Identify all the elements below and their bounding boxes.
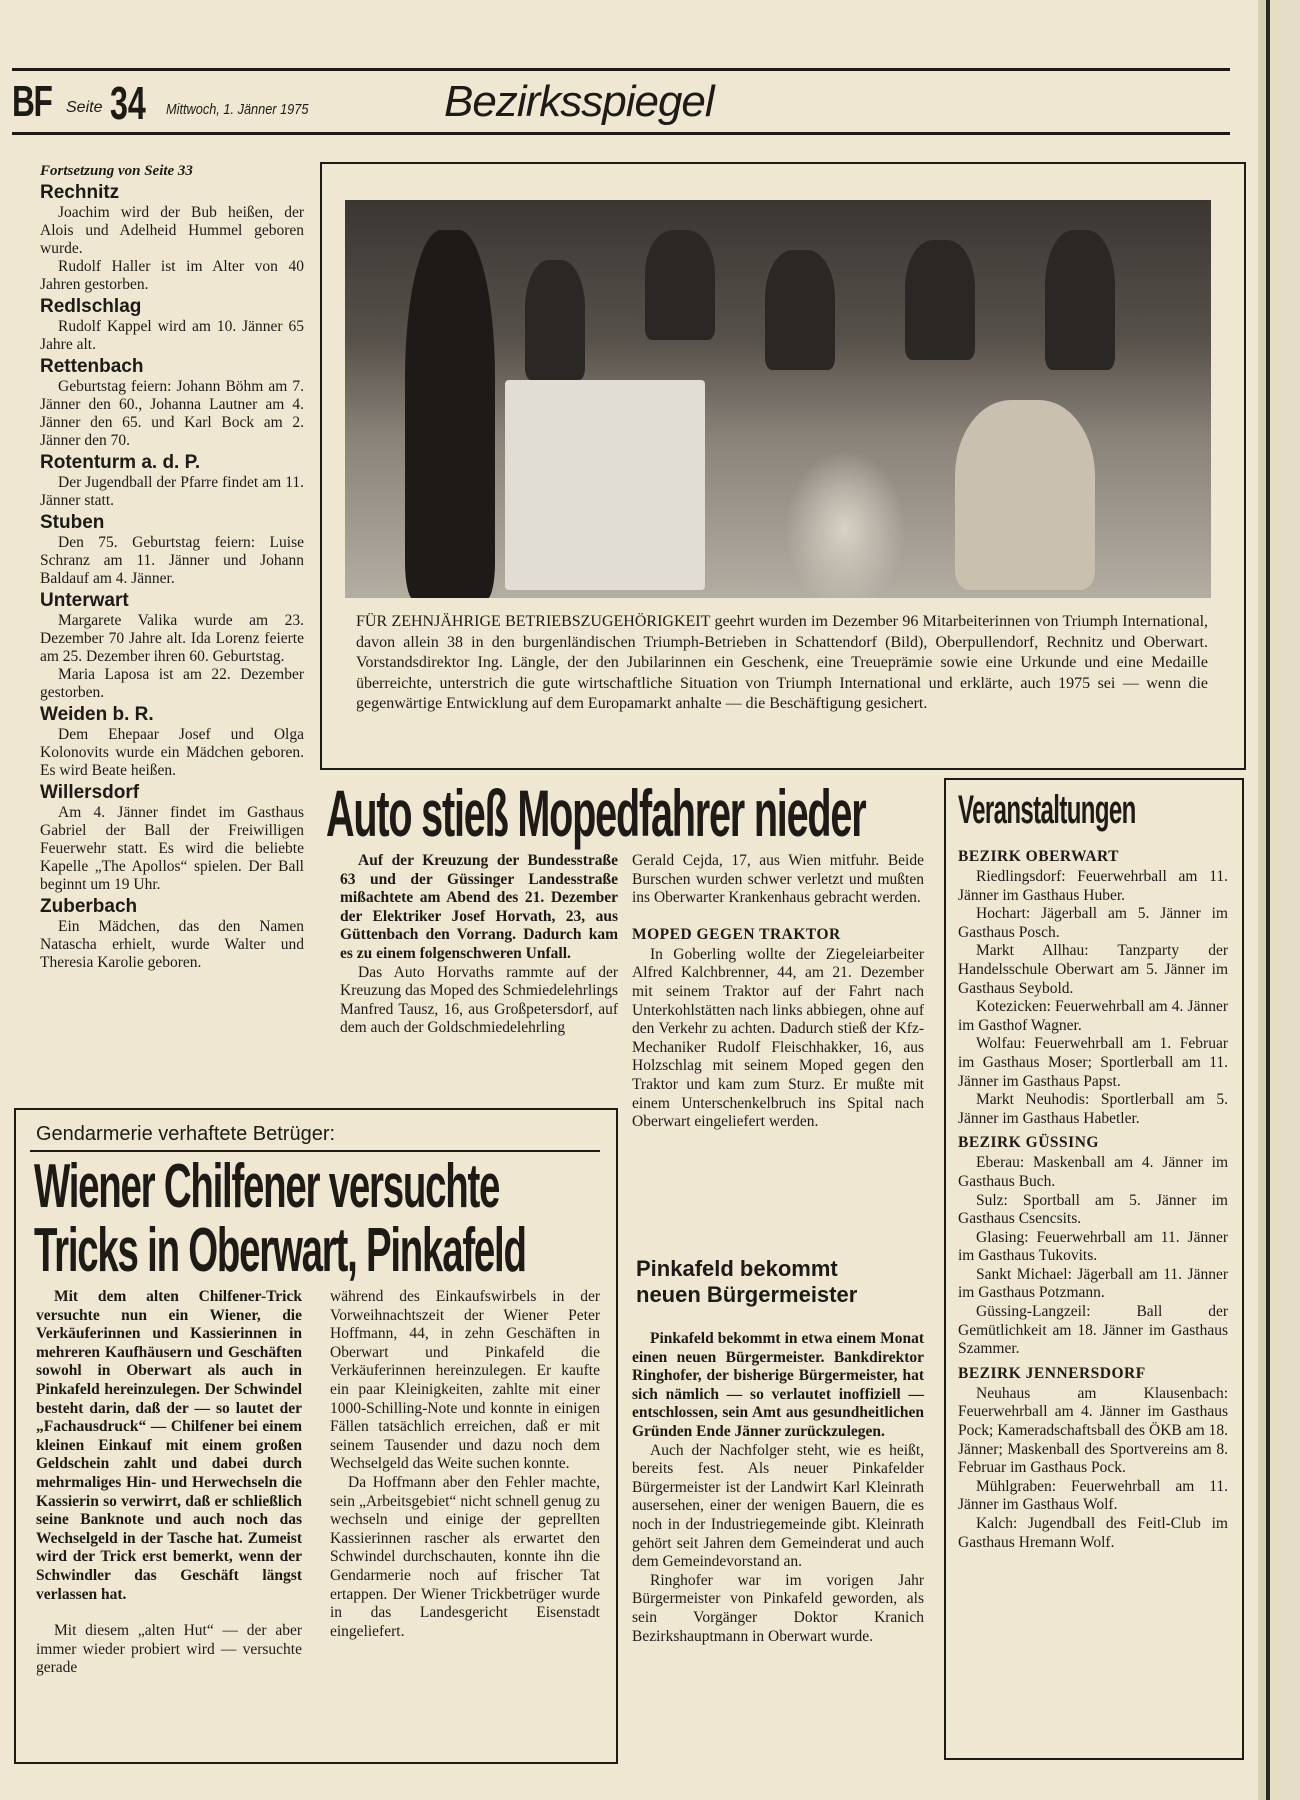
events-title: Veranstaltungen xyxy=(958,788,1136,832)
paragraph: Kalch: Jugendball des Feitl-Club im Gasthaus Hremann Wolf. xyxy=(958,1515,1228,1551)
paragraph: Auf der Kreuzung der Bundesstraße 63 und der Güssinger Landesstraße mißachtete am Abend des 21. Dezember der Elektriker Josef Horvath, 23, aus Güttenbach den Vorrang. Dadurch kam es zu einem folgenschweren Unfall. xyxy=(340,852,618,962)
page-number: 34 xyxy=(110,77,146,129)
section-title: Bezirksspiegel xyxy=(444,77,714,126)
place-heading: Stuben xyxy=(40,512,105,533)
paragraph: In Goberling wollte der Ziegeleiarbeiter Alfred Kalchbrenner, 44, am 21. Dezember mit seinem Traktor auf der Fahrt nach Unterkohlstätten nach links abbiegen, ohne auf den Verkehr zu achten. Dadurch stieß der Kfz-Mechaniker Rudolf Fleischhakker, 16, aus Holzschlag mit seinem Moped gegen den Traktor und kam zum Sturz. Er mußte mit einem Unterschenkelbruch ins Spital nach Oberwart eingeliefert werden. xyxy=(632,945,924,1131)
page-label: Seite xyxy=(66,99,103,116)
paragraph: Rudolf Haller ist im Alter von 40 Jahren gestorben. xyxy=(40,258,304,293)
header-bottom-rule xyxy=(12,132,1230,135)
paragraph: Am 4. Jänner findet im Gasthaus Gabriel der Ball der Freiwilligen Feuerwehr statt. Es wird die beliebte Kapelle „The Apollos“ spielen. Der Ball beginnt um 19 Uhr. xyxy=(40,804,304,893)
place-heading: Zuberbach xyxy=(40,896,138,917)
paragraph: Joachim wird der Bub heißen, der Alois und Adelheid Hummel geboren wurde. xyxy=(40,204,304,257)
issue-date: Mittwoch, 1. Jänner 1975 xyxy=(166,101,309,118)
auto-article-column-2 xyxy=(632,852,924,1132)
paragraph: Den 75. Geburtstag feiern: Luise Schranz am 11. Jänner und Johann Baldauf am 4. Jänner. xyxy=(40,534,304,587)
place-heading: Weiden b. R. xyxy=(40,704,154,725)
pinkafeld-article-body xyxy=(632,1330,924,1646)
place-heading: Rechnitz xyxy=(40,182,120,203)
place-heading: Unterwart xyxy=(40,590,129,611)
local-news-column xyxy=(40,162,304,972)
paragraph: Ringhofer war im vorigen Jahr Bürgermeister von Pinkafeld geworden, als sein Vorgänger Doktor Kranich Bezirkshauptmann in Oberwart wurde. xyxy=(632,1571,924,1645)
paragraph: Kotezicken: Feuerwehrball am 4. Jänner im Gasthof Wagner. xyxy=(958,998,1228,1034)
photo-award-ceremony xyxy=(345,200,1211,598)
place-heading: Willersdorf xyxy=(40,782,140,803)
paragraph: Mit diesem „alten Hut“ — der aber immer wieder probiert wird — versuchte gerade xyxy=(36,1622,302,1677)
paragraph: Ein Mädchen, das den Namen Natascha erhielt, wurde Walter und Theresia Karolie geboren. xyxy=(40,918,304,971)
paragraph: Riedlingsdorf: Feuerwehrball am 11. Jänner im Gasthaus Huber. xyxy=(958,868,1228,904)
page-edge xyxy=(1258,0,1300,1800)
place-heading: Rotenturm a. d. P. xyxy=(40,452,201,473)
paragraph: Markt Neuhodis: Sportlerball am 5. Jänner im Gasthaus Habetler. xyxy=(958,1091,1228,1127)
paragraph: Sulz: Sportball am 5. Jänner im Gasthaus Csencsits. xyxy=(958,1191,1228,1228)
paragraph: Maria Laposa ist am 22. Dezember gestorben. xyxy=(40,666,304,701)
caption-lead: FÜR ZEHNJÄHRIGE BETRIEBSZUGEHÖRIGKEIT xyxy=(356,613,711,630)
caption-text: geehrt wurden im Dezember 96 Mitarbeiterinnen von Triumph International, davon allein 38 in den burgenländischen Triumph-Betrieben in Schattendorf (Bild), Oberpullendorf, Rechnitz und Oberwart. Vorstandsdirektor Ing. Längle, der den Jubilarinnen ein Geschenk, eine Treueprämie sowie eine Urkunde und eine Medaille überreichte, unterstrich die gute wirtschaftliche Situation von Triumph International und erklärte, auch 1975 sei — wenn die gegenwärtige Entwicklung auf dem Europamarkt anhalte — die Beschäftigung gesichert. xyxy=(356,613,1209,712)
paragraph: Dem Ehepaar Josef und Olga Kolonovits wurde ein Mädchen geboren. Es wird Beate heißen. xyxy=(40,726,304,779)
top-rule xyxy=(12,68,1230,71)
subheading: BEZIRK JENNERSDORF xyxy=(958,1364,1146,1382)
newspaper-logo: BF xyxy=(12,77,52,126)
paragraph: Da Hoffmann aber den Fehler machte, sein „Arbeitsgebiet“ nicht schnell genug zu wechseln und einige der geprellten Kassierinnen rascher als erwartet den Schwindel durchschauten, konnte ihn die Gendarmerie noch auf frischer Tat ertappen. Der Wiener Trickbetrüger wurde in das Landesgericht Eisenstadt eingeliefert. xyxy=(330,1473,600,1640)
gendarmerie-headline-line-2: Tricks in Oberwart, Pinkafeld xyxy=(34,1216,526,1285)
paragraph: Auch der Nachfolger steht, wie es heißt, bereits fest. Als neuer Pinkafelder Bürgermeister ist der Landwirt Karl Kleinrath ausersehen, einer der wenigen Bauern, die es noch in der Industriegemeinde gibt. Kleinrath gehört seit Jahren dem Gemeinderat und auch dem Gemeindevorstand an. xyxy=(632,1441,924,1571)
paragraph: Güssing-Langzeil: Ball der Gemütlichkeit am 18. Jänner im Gasthaus Szammer. xyxy=(958,1303,1228,1358)
paragraph: Eberau: Maskenball am 4. Jänner im Gasthaus Buch. xyxy=(958,1154,1228,1190)
paragraph: Gerald Cejda, 17, aus Wien mitfuhr. Beide Burschen wurden schwer verletzt und mußten ins Oberwarter Krankenhaus gebracht werden. xyxy=(632,852,924,907)
paragraph: Sankt Michael: Jägerball am 11. Jänner im Gasthaus Potzmann. xyxy=(958,1265,1228,1302)
paragraph: Glasing: Feuerwehrball am 11. Jänner im Gasthaus Tukovits. xyxy=(958,1228,1228,1265)
paragraph: Margarete Valika wurde am 23. Dezember 70 Jahre alt. Ida Lorenz feierte am 25. Dezember ihren 60. Geburtstag. xyxy=(40,612,304,665)
auto-article-headline: Auto stieß Mopedfahrer nieder xyxy=(326,776,866,850)
photo-caption xyxy=(356,612,1208,715)
place-heading: Rettenbach xyxy=(40,356,144,377)
paragraph: Geburtstag feiern: Johann Böhm am 7. Jänner den 60., Johanna Lautner am 4. Jänner den 65. und Karl Bock am 2. Jänner den 70. xyxy=(40,378,304,449)
subheading: BEZIRK OBERWART xyxy=(958,848,1120,865)
paragraph: Das Auto Horvaths rammte auf der Kreuzung das Moped des Schmiedelehrlings Manfred Tausz, 16, aus Großpetersdorf, auf dem auch der Goldschmiedelehrling xyxy=(340,963,618,1037)
paragraph: Neuhaus am Klausenbach: Feuerwehrball am 4. Jänner im Gasthaus Pock; Kameradschaftsball des ÖKB am 18. Jänner; Maskenball des Sportvereins am 8. Februar im Gasthaus Pock. xyxy=(958,1384,1228,1477)
paragraph: Mit dem alten Chilfener-Trick versuchte nun ein Wiener, die Verkäuferinnen und Kassierinnen in mehreren Kaufhäusern und Geschäften sowohl in Oberwart als auch in Pinkafeld hereinzulegen. Der Schwindel besteht darin, daß der — so lautet der „Fachausdruck“ — Chilfener bei einem kleinen Einkauf mit einem großen Geldschein zahlt und dabei durch mehrmaliges Hin- und Herwechseln die Kassierin so verwirrt, daß er schließlich seine Banknote und auch noch das Wechselgeld in der Tasche hat. Zumeist wird der Trick erst bemerkt, wenn der Schwindler das Geschäft längst verlassen hat. xyxy=(36,1288,302,1603)
place-heading: Redlschlag xyxy=(40,296,142,317)
paragraph: Der Jugendball der Pfarre findet am 11. Jänner statt. xyxy=(40,474,304,509)
paragraph: Hochart: Jägerball am 5. Jänner im Gasthaus Posch. xyxy=(958,905,1228,941)
subheading: BEZIRK GÜSSING xyxy=(958,1134,1099,1152)
gendarmerie-column-2 xyxy=(330,1288,600,1641)
paragraph: Pinkafeld bekommt in etwa einem Monat einen neuen Bürgermeister. Bankdirektor Ringhofer, der bisherige Bürgermeister, hat sich nämlich — so verlautet inoffiziell — entschlossen, sein Amt aus gesundheitlichen Gründen Ende Jänner zurückzulegen. xyxy=(632,1330,924,1440)
paragraph: Rudolf Kappel wird am 10. Jänner 65 Jahre alt. xyxy=(40,318,304,353)
subheading: MOPED GEGEN TRAKTOR xyxy=(632,925,841,943)
gendarmerie-kicker: Gendarmerie verhaftete Betrüger: xyxy=(36,1123,336,1145)
paragraph: während des Einkaufswirbels in der Vorweihnachtszeit der Wiener Peter Hoffmann, 44, in zehn Geschäften in Oberwart und Pinkafeld die Verkäuferinnen hereinzulegen. Er kaufte ein paar Kleinigkeiten, zahlte mit einer 1000-Schilling-Note und konnte in einigen Fällen tatsächlich erreichen, daß er mit seinem Tausender und dazu noch dem Wechselgeld das Weite suchen konnte. xyxy=(330,1288,600,1473)
pinkafeld-article-headline: Pinkafeld bekommt neuen Bürgermeister xyxy=(636,1256,858,1307)
gendarmerie-column-1 xyxy=(36,1288,302,1678)
paragraph: Markt Allhau: Tanzparty der Handelsschule Oberwart am 5. Jänner im Gasthaus Seybold. xyxy=(958,942,1228,997)
paragraph: Mühlgraben: Feuerwehrball am 11. Jänner im Gasthaus Wolf. xyxy=(958,1477,1228,1514)
gendarmerie-headline-line-1: Wiener Chilfener versuchte xyxy=(34,1152,500,1221)
paragraph: Wolfau: Feuerwehrball am 1. Februar im Gasthaus Moser; Sportlerball am 11. Jänner im Gasthaus Papst. xyxy=(958,1035,1228,1090)
events-list xyxy=(958,842,1228,1552)
continuation-note: Fortsetzung von Seite 33 xyxy=(40,163,193,179)
auto-article-column-1 xyxy=(340,852,618,1038)
